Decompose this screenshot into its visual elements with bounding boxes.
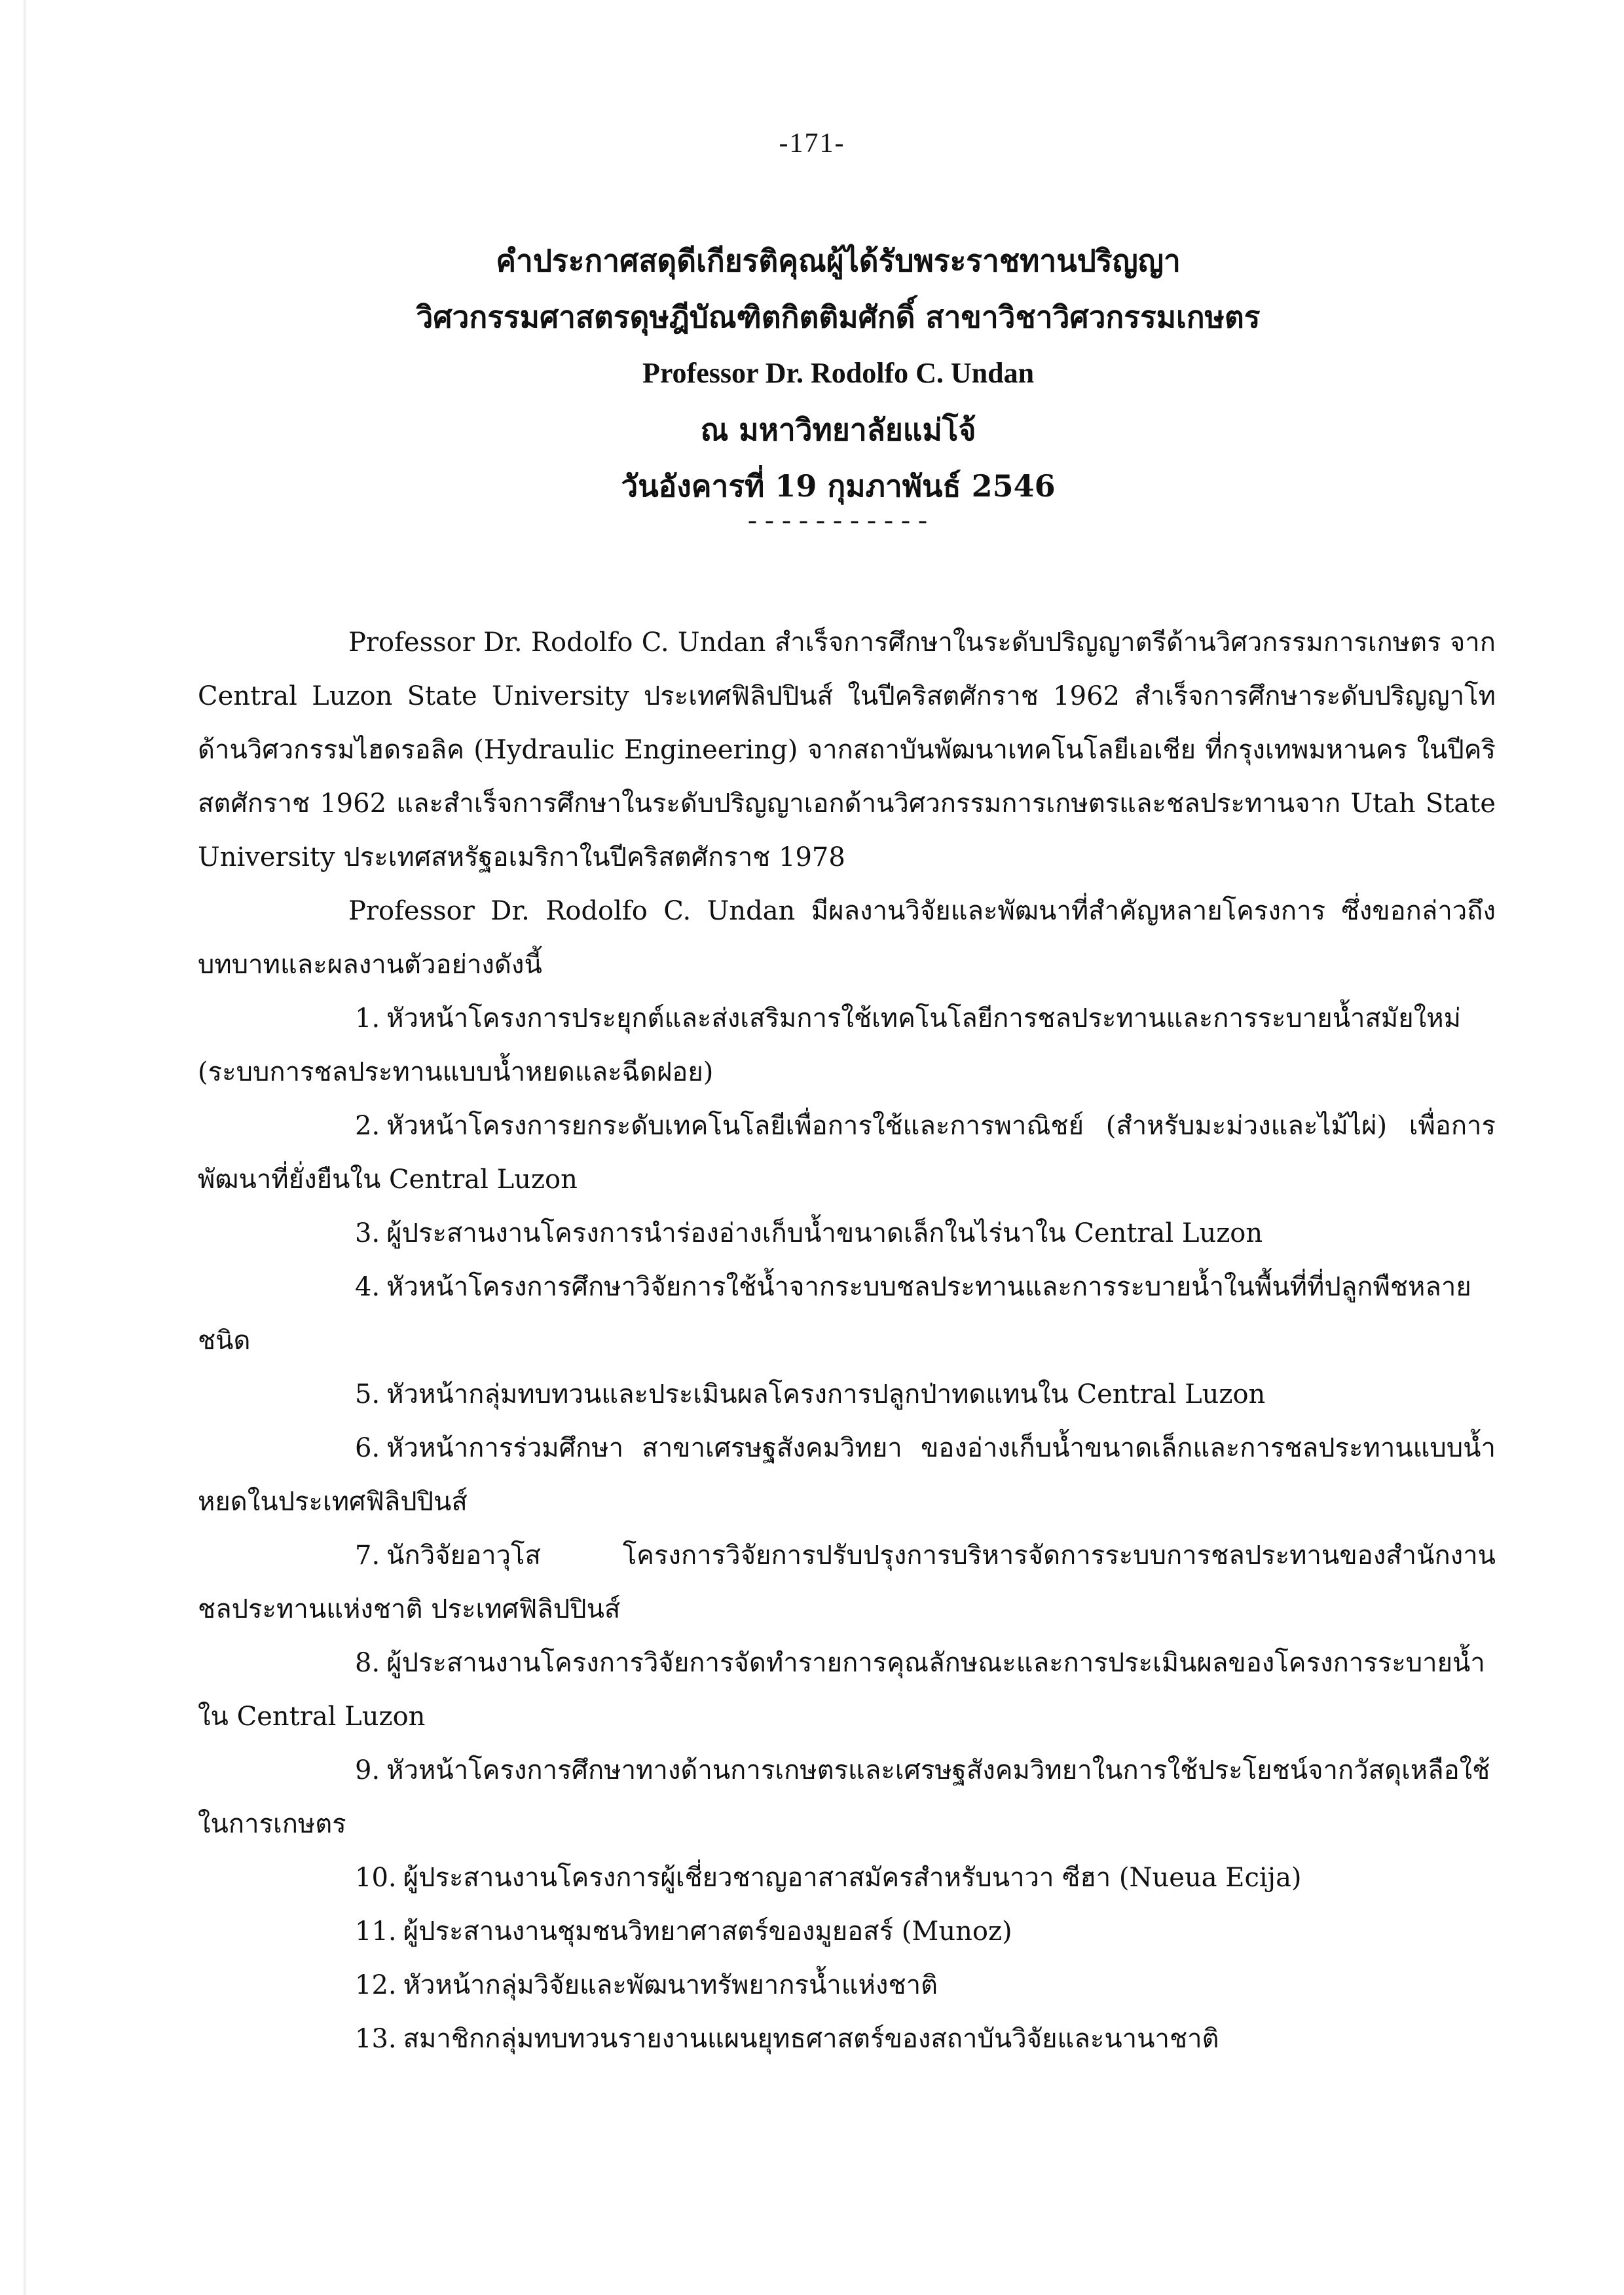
list-item-text: หัวหน้าโครงการศึกษาวิจัยการใช้น้ำจากระบบชลประทานและการระบายน้ำในพื้นที่ที่ปลูกพืชหลายชนิด [198,1272,1471,1356]
list-item-number: 13. [355,2024,397,2054]
list-item-number: 12. [355,1970,397,2000]
list-item-text: หัวหน้าโครงการยกระดับเทคโนโลยีเพื่อการใช้และการพาณิชย์ (สำหรับมะม่วงและไม้ไผ่) เพื่อการพัฒนาที่ยั่งยืนใน Central Luzon [198,1111,1496,1195]
list-item [198,1958,1496,2012]
list-item [198,1206,1496,1260]
paragraph-works-intro: Professor Dr. Rodolfo C. Undan มีผลงานวิจัยและพัฒนาที่สำคัญหลายโครงการ ซึ่งขอกล่าวถึงบทบาทและผลงานตัวอย่างดังนี้ [198,896,1496,980]
list-item [198,1905,1496,1958]
list-item-text: ผู้ประสานงานโครงการนำร่องอ่างเก็บน้ำขนาดเล็กในไร่นาใน Central Luzon [386,1218,1263,1248]
list-item-number: 10. [355,1863,397,1893]
paragraph-education: Professor Dr. Rodolfo C. Undan สำเร็จการศึกษาในระดับปริญญาตรีด้านวิศวกรรมการเกษตร จาก Central Luzon State University ประเทศฟิลิปปินส์ ในปีคริสตศักราช 1962 สำเร็จการศึกษาระดับปริญญาโท ด้านวิศวกรรมไฮดรอลิค (Hydraulic Engineering) จากสถาบันพัฒนาเทคโนโลยีเอเชีย ที่กรุงเทพมหานคร ในปีคริสตศักราช 1962 และสำเร็จการศึกษาในระดับปริญญาเอกด้านวิศวกรรมการเกษตรและชลประทานจาก Utah State University ประเทศสหรัฐอเมริกาในปีคริสตศักราช 1978 [198,627,1496,872]
list-item-text: หัวหน้ากลุ่มทบทวนและประเมินผลโครงการปลูกป่าทดแทนใน Central Luzon [386,1379,1266,1409]
header-title-line-1: คำประกาศสดุดีเกียรติคุณผู้ได้รับพระราชทานปริญญา [496,243,1181,278]
list-item-text: สมาชิกกลุ่มทบทวนรายงานแผนยุทธศาสตร์ของสถาบันวิจัยและนานาชาติ [403,2024,1219,2054]
list-item [198,2012,1496,2066]
list-item [198,1636,1496,1744]
list-item-text: หัวหน้าโครงการศึกษาทางด้านการเกษตรและเศรษฐสังคมวิทยาในการใช้ประโยชน์จากวัสดุเหลือใช้ในการเกษตร [198,1755,1490,1839]
list-item-number: 4. [355,1272,380,1302]
list-item [198,1260,1496,1368]
list-item-number: 2. [355,1111,380,1141]
header-divider: ----------- [744,508,932,538]
list-item-number: 1. [355,1003,380,1034]
list-item [198,992,1496,1099]
list-item-text: หัวหน้าการร่วมศึกษา สาขาเศรษฐสังคมวิทยา ของอ่างเก็บน้ำขนาดเล็กและการชลประทานแบบน้ำหยดในประเทศฟิลิปปินส์ [198,1433,1496,1517]
document-header [0,233,1624,536]
list-item-text: ผู้ประสานงานโครงการวิจัยการจัดทำรายการคุณลักษณะและการประเมินผลของโครงการระบายน้ำใน Central Luzon [198,1648,1485,1732]
list-item [198,1368,1496,1421]
list-item-text: ผู้ประสานงานชุมชนวิทยาศาสตร์ของมูยอสร์ (Munoz) [403,1916,1012,1947]
list-item-number: 9. [355,1755,380,1785]
list-item [198,1851,1496,1905]
list-item-text: ผู้ประสานงานโครงการผู้เชี่ยวชาญอาสาสมัครสำหรับนาวา ซีฮา (Nueua Ecija) [403,1863,1302,1893]
list-item [198,1099,1496,1206]
honoree-name: Professor Dr. Rodolfo C. Undan [642,357,1035,389]
list-item-number: 5. [355,1379,380,1409]
list-item-text: นักวิจัยอาวุโส โครงการวิจัยการปรับปรุงการบริหารจัดการระบบการชลประทานของสำนักงานชลประทานแห่งชาติ ประเทศฟิลิปปินส์ [198,1540,1496,1624]
document-body [198,616,1496,2066]
list-item-text: หัวหน้ากลุ่มวิจัยและพัฒนาทรัพยากรน้ำแห่งชาติ [403,1970,938,2000]
list-item-text: หัวหน้าโครงการประยุกต์และส่งเสริมการใช้เทคโนโลยีการชลประทานและการระบายน้ำสมัยใหม่ (ระบบการชลประทานแบบน้ำหยดและฉีดฝอย) [198,1003,1461,1087]
header-title-line-2: วิศวกรรมศาสตรดุษฎีบัณฑิตกิตติมศักดิ์ สาขาวิชาวิศวกรรมเกษตร [416,299,1261,335]
list-item-number: 7. [355,1540,380,1571]
list-item [198,1744,1496,1851]
ceremony-date: วันอังคารที่ 19 กุมภาพันธ์ 2546 [621,468,1056,504]
list-item-number: 8. [355,1648,380,1678]
ceremony-venue: ณ มหาวิทยาลัยแม่โจ้ [700,412,976,447]
list-item [198,1421,1496,1529]
list-item [198,1529,1496,1636]
list-item-number: 6. [355,1433,380,1463]
page-number: -171- [779,128,845,159]
list-item-number: 11. [355,1916,397,1947]
list-item-number: 3. [355,1218,380,1248]
